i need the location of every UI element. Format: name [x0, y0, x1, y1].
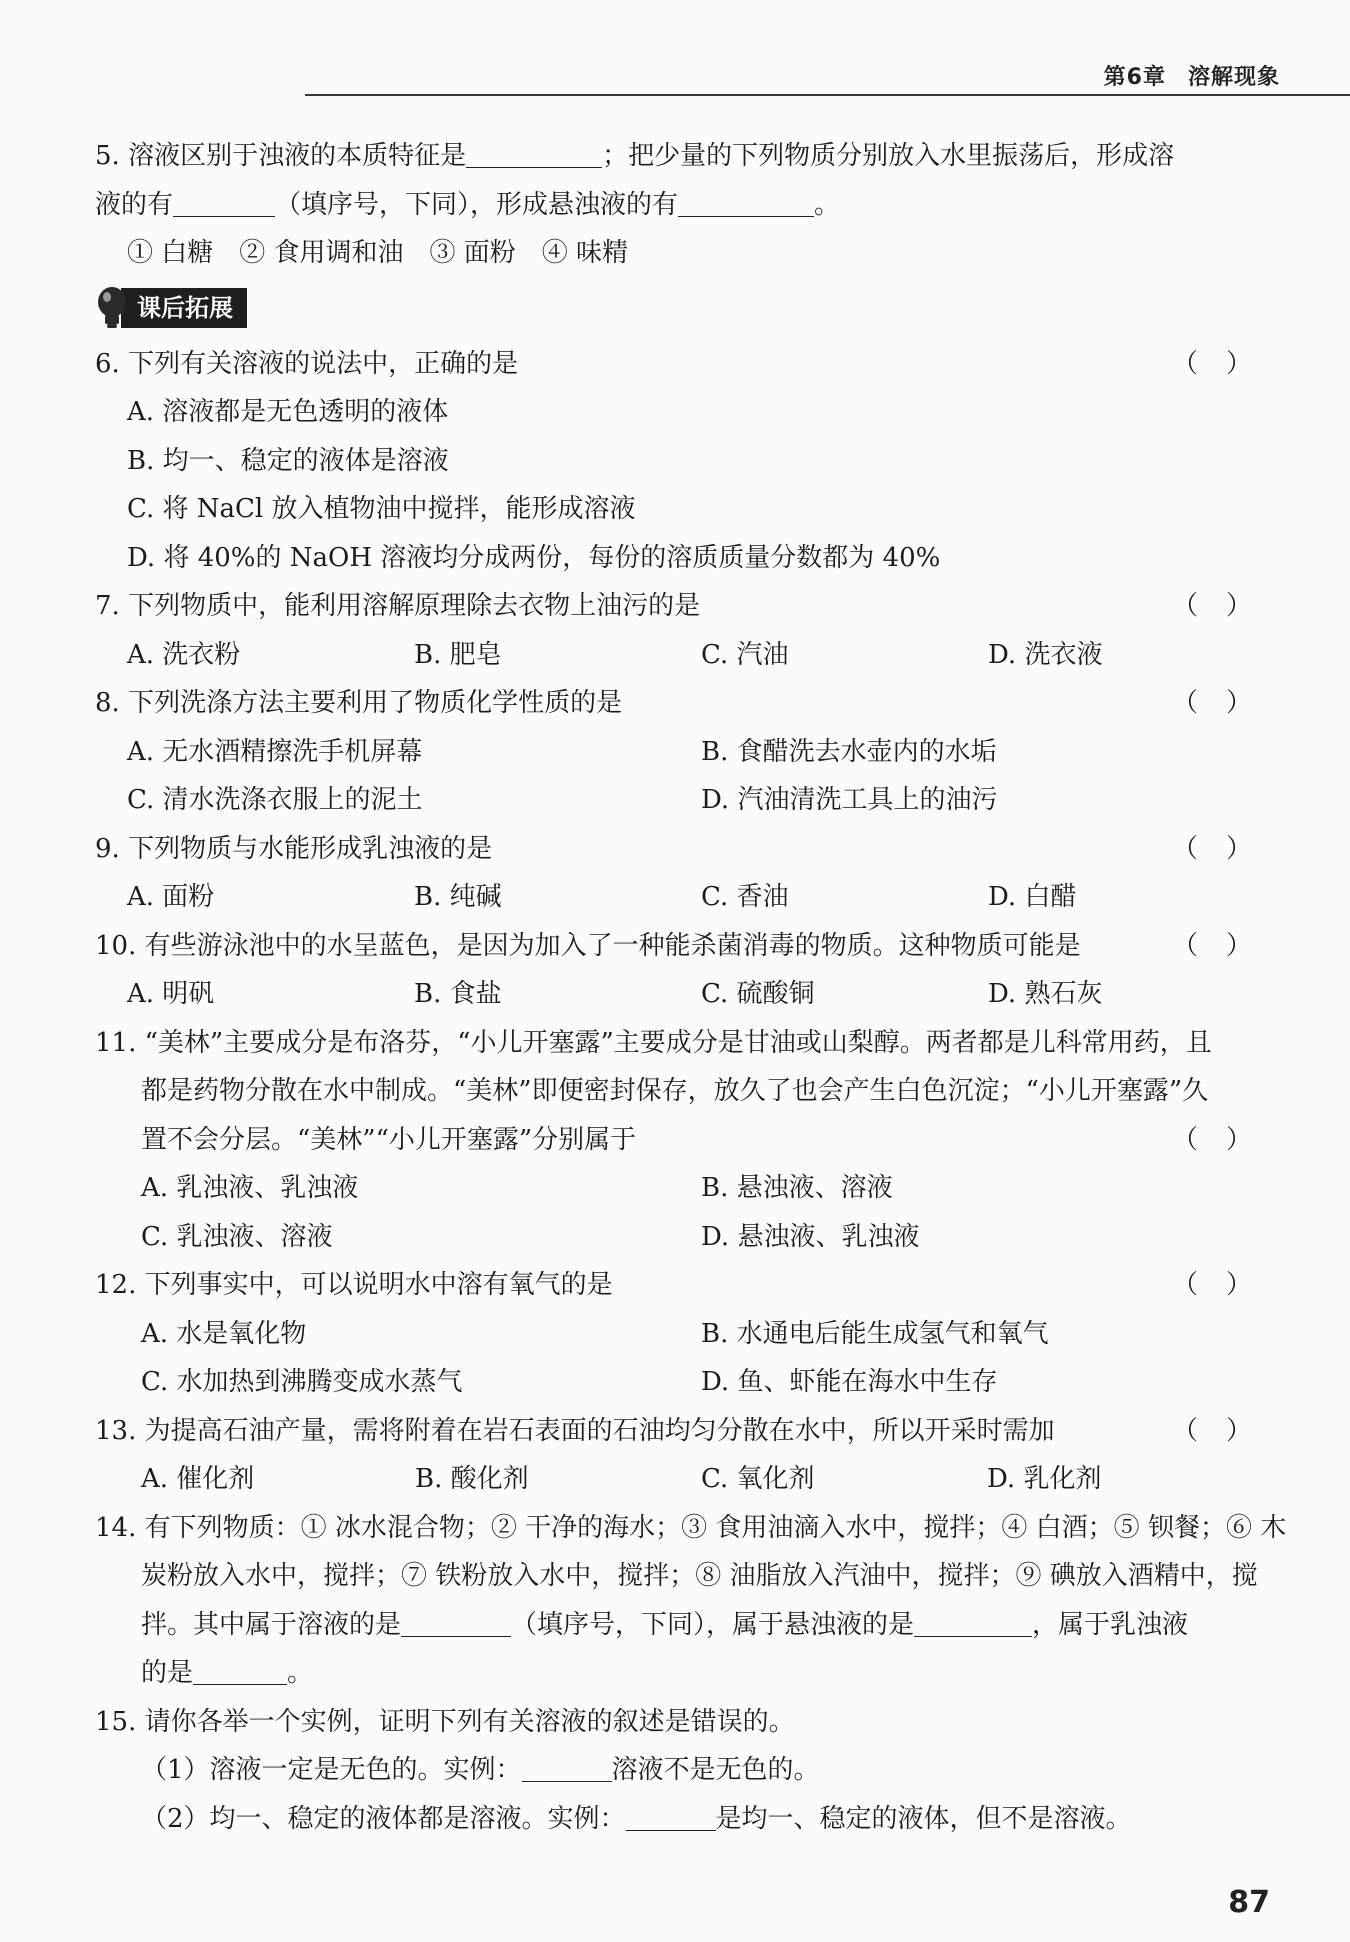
q9-stem	[95, 825, 1280, 874]
worksheet	[95, 132, 1287, 1843]
answer-bracket[interactable]: （）	[1171, 833, 1280, 864]
q7-option-a: A. 洗衣粉	[127, 639, 241, 670]
answer-bracket[interactable]: （）	[1171, 1124, 1280, 1155]
q6-option-b: B. 均一、稳定的液体是溶液	[127, 445, 449, 476]
q14-blank-solution[interactable]	[401, 1604, 511, 1637]
q5-blank-3[interactable]	[678, 184, 814, 217]
answer-bracket[interactable]: （）	[1171, 688, 1280, 718]
q6-option-c: C. 将 NaCl 放入植物油中搅拌，能形成溶液	[127, 494, 636, 524]
question-text: 是均一、稳定的液体，但不是溶液。	[715, 1803, 1132, 1834]
q7-stem	[95, 582, 1280, 631]
q8-option-d: D. 汽油清洗工具上的油污	[701, 785, 998, 815]
q10-options	[95, 970, 1280, 1019]
q13-option-b: B. 酸化剂	[415, 1464, 529, 1494]
q10-option-b: B. 食盐	[414, 979, 502, 1009]
q8-stem	[95, 679, 1280, 728]
q7-option-b: B. 肥皂	[414, 639, 502, 670]
q11-line-3	[95, 1116, 1280, 1165]
q9-option-a: A. 面粉	[127, 882, 215, 912]
q11-option-a: A. 乳浊液、乳浊液	[141, 1173, 359, 1203]
question-text: ，属于乳浊液	[1032, 1609, 1189, 1640]
q10-option-a: A. 明矾	[127, 979, 215, 1009]
q5-text: （填序号，下同），形成悬浊液的有	[275, 189, 679, 220]
q6-option-d: D. 将 40%的 NaOH 溶液均分成两份，每份的溶质质量分数都为 40%	[127, 542, 941, 573]
q11-line-2: 都是药物分散在水中制成。“美林”即便密封保存，放久了也会产生白色沉淀；“小儿开塞露”久	[141, 1076, 1209, 1106]
q5-text: 液的有	[95, 189, 174, 220]
q13-options	[95, 1455, 1280, 1504]
q15-sub-2	[95, 1795, 1280, 1844]
question-text: 置不会分层。“美林”“小儿开塞露”分别属于	[141, 1124, 637, 1155]
q12-option-b: B. 水通电后能生成氢气和氧气	[701, 1318, 1049, 1349]
q9-option-d: D. 白醋	[988, 882, 1077, 912]
q12-option-c: C. 水加热到沸腾变成水蒸气	[141, 1367, 463, 1397]
q11-option-c: C. 乳浊液、溶液	[141, 1221, 333, 1252]
q15-blank-1[interactable]	[522, 1749, 612, 1782]
q13-option-a: A. 催化剂	[141, 1464, 255, 1494]
question-text: 10. 有些游泳池中的水呈蓝色，是因为加入了一种能杀菌消毒的物质。这种物质可能是	[95, 930, 1081, 961]
q14-line-4	[95, 1649, 1280, 1698]
question-text: 的是	[141, 1658, 194, 1688]
q7-option-c: C. 汽油	[701, 639, 789, 670]
q10-option-c: C. 硫酸铜	[701, 979, 815, 1009]
section-header	[95, 278, 1280, 340]
chapter-title	[1104, 60, 1280, 91]
q11-line-1: 11. “美林”主要成分是布洛芬，“小儿开塞露”主要成分是甘油或山梨醇。两者都是儿科常用药，且	[95, 1027, 1212, 1058]
page-header	[0, 0, 1350, 100]
section-badge	[95, 288, 247, 328]
answer-bracket[interactable]: （）	[1171, 348, 1280, 379]
answer-bracket[interactable]: （）	[1171, 930, 1280, 961]
q9-option-b: B. 纯碱	[414, 882, 502, 912]
q9-option-c: C. 香油	[701, 882, 789, 912]
q9-options	[95, 873, 1280, 922]
q8-options-cd	[95, 776, 1280, 825]
q5-text: ；把少量的下列物质分别放入水里振荡后，形成溶	[602, 141, 1175, 171]
q15-sub-1	[95, 1746, 1280, 1795]
q13-option-d: D. 乳化剂	[987, 1464, 1102, 1494]
question-text: 8. 下列洗涤方法主要利用了物质化学性质的是	[95, 688, 623, 718]
answer-bracket[interactable]: （）	[1171, 1270, 1280, 1300]
page-number: 87	[1228, 1885, 1270, 1920]
answer-bracket[interactable]: （）	[1171, 1415, 1280, 1446]
q13-stem	[95, 1407, 1280, 1456]
q14-line-1: 14. 有下列物质：① 冰水混合物；② 干净的海水；③ 食用油滴入水中，搅拌；④ 白酒；⑤ 钡餐；⑥ 木	[95, 1512, 1287, 1543]
q6-stem	[95, 340, 1280, 389]
q11-options-cd	[95, 1213, 1280, 1262]
q15-stem: 15. 请你各举一个实例，证明下列有关溶液的叙述是错误的。	[95, 1706, 795, 1737]
lightbulb-icon	[95, 286, 129, 330]
question-text: 7. 下列物质中，能利用溶解原理除去衣物上油污的是	[95, 591, 701, 621]
q10-stem	[95, 922, 1280, 971]
q7-option-d: D. 洗衣液	[988, 639, 1103, 670]
question-text: （2）均一、稳定的液体都是溶液。实例：	[141, 1803, 626, 1834]
q6-option-a: A. 溶液都是无色透明的液体	[127, 397, 449, 427]
answer-bracket[interactable]: （）	[1171, 591, 1280, 621]
q5-blank-1[interactable]	[466, 135, 602, 168]
q12-options-cd	[95, 1358, 1280, 1407]
question-text: 13. 为提高石油产量，需将附着在岩石表面的石油均匀分散在水中，所以开采时需加	[95, 1415, 1055, 1446]
q7-options	[95, 631, 1280, 680]
header-rule	[305, 94, 1350, 96]
q5-text: 。	[814, 189, 841, 220]
q11-option-d: D. 悬浊液、乳浊液	[701, 1221, 920, 1252]
q10-option-d: D. 熟石灰	[988, 979, 1103, 1009]
chapter-number: 第6章	[1103, 65, 1166, 90]
q8-option-c: C. 清水洗涤衣服上的泥土	[127, 785, 423, 815]
q14-blank-emulsion[interactable]	[193, 1652, 287, 1685]
q11-options-ab	[95, 1164, 1280, 1213]
q5-blank-2[interactable]	[173, 184, 275, 217]
question-text: 9. 下列物质与水能形成乳浊液的是	[95, 833, 493, 864]
q5-options: ① 白糖 ② 食用调和油 ③ 面粉 ④ 味精	[127, 238, 629, 268]
section-title: 课后拓展	[121, 288, 247, 328]
q14-line-2: 炭粉放入水中，搅拌；⑦ 铁粉放入水中，搅拌；⑧ 油脂放入汽油中，搅拌；⑨ 碘放入酒精中，搅	[141, 1561, 1258, 1591]
q5-line-2	[95, 181, 1280, 230]
q8-options-ab	[95, 728, 1280, 777]
question-text: 溶液不是无色的。	[611, 1755, 820, 1785]
q15-blank-2[interactable]	[626, 1798, 716, 1831]
q8-option-b: B. 食醋洗去水壶内的水垢	[701, 736, 997, 767]
q14-line-3	[95, 1601, 1280, 1650]
question-text: 拌。其中属于溶液的是	[141, 1609, 402, 1640]
q8-option-a: A. 无水酒精擦洗手机屏幕	[127, 736, 423, 767]
q12-stem	[95, 1261, 1280, 1310]
question-text: 。	[287, 1658, 314, 1688]
q14-blank-suspension[interactable]	[914, 1604, 1032, 1637]
question-text: 6. 下列有关溶液的说法中，正确的是	[95, 348, 519, 379]
q13-option-c: C. 氧化剂	[701, 1464, 815, 1494]
q12-options-ab	[95, 1310, 1280, 1359]
q12-option-d: D. 鱼、虾能在海水中生存	[701, 1367, 998, 1397]
q5-line-1	[95, 132, 1280, 181]
q11-option-b: B. 悬浊液、溶液	[701, 1173, 893, 1203]
q5-text: 5. 溶液区别于浊液的本质特征是	[95, 141, 467, 171]
question-text: （填序号，下同），属于悬浊液的是	[511, 1609, 915, 1640]
chapter-name: 溶解现象	[1187, 65, 1280, 90]
q12-option-a: A. 水是氧化物	[141, 1318, 307, 1349]
question-text: （1）溶液一定是无色的。实例：	[141, 1755, 522, 1785]
question-text: 12. 下列事实中，可以说明水中溶有氧气的是	[95, 1270, 613, 1300]
